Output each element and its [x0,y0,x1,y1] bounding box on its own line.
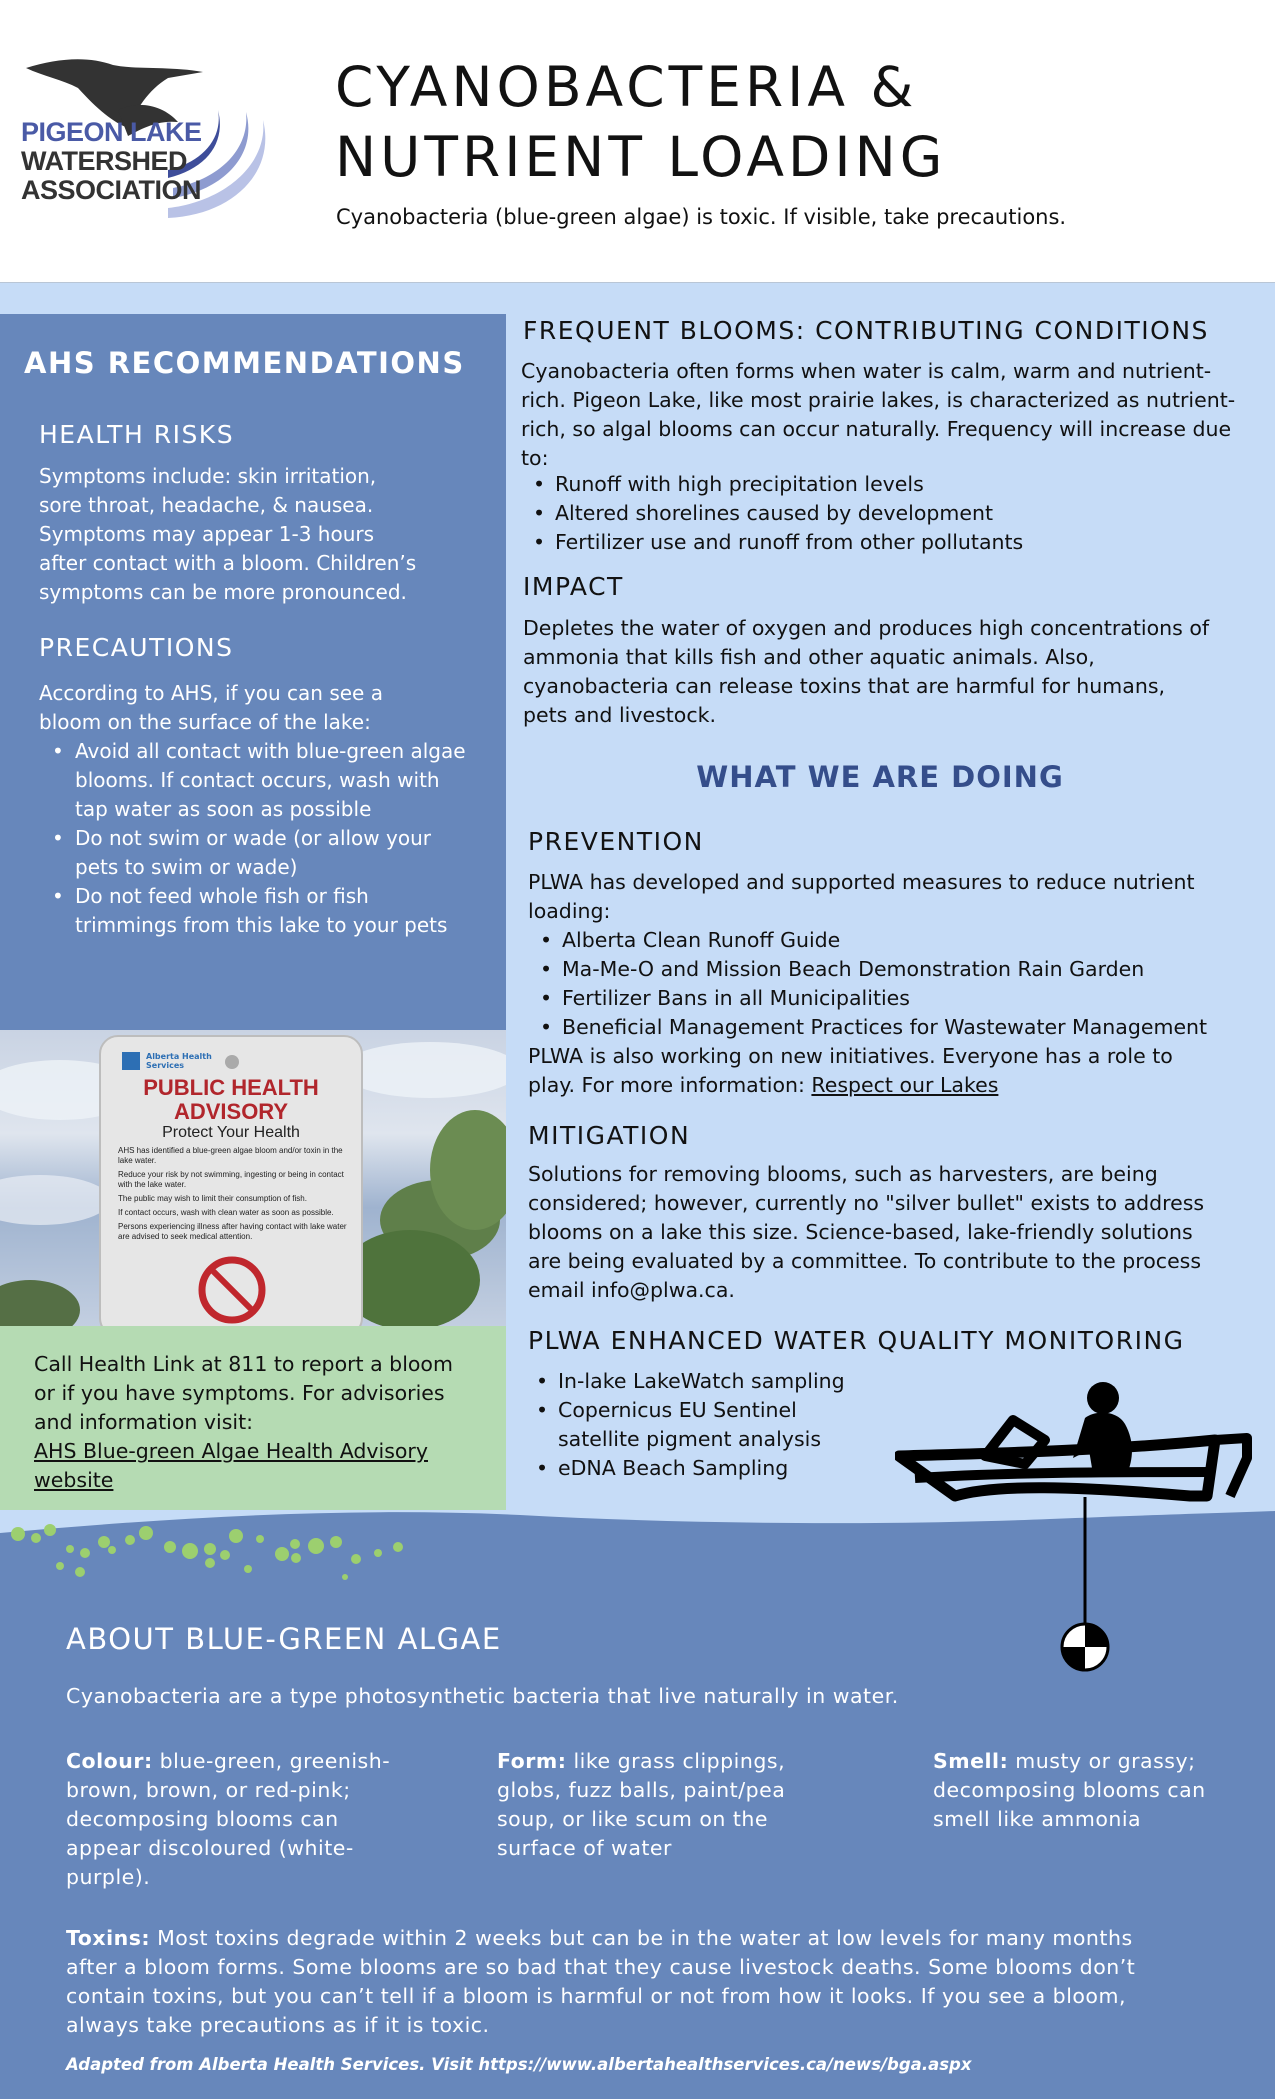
toxins-line: after a bloom forms. Some blooms are so bad that they cause livestock deaths. Some blooms don’t [66,1955,1136,1979]
source-footnote: Adapted from Alberta Health Services. Visit https://www.albertahealthservices.ca/news/bga.aspx [66,2055,972,2074]
health-risks-line: Symptoms include: skin irritation, [39,464,377,488]
health-risks-line: Symptoms may appear 1-3 hours [39,522,375,546]
prevention-intro-line: PLWA has developed and supported measures to reduce nutrient [528,870,1195,894]
precautions-heading: PRECAUTIONS [39,633,234,662]
colour-label: Colour: [66,1749,153,1773]
sign-title-line2: ADVISORY [173,1099,289,1124]
health-risks-heading: HEALTH RISKS [39,420,235,449]
precautions-intro-line: According to AHS, if you can see a [39,681,383,705]
ahs-recommendations-title: AHS RECOMMENDATIONS [24,346,465,380]
sign-title [100,1076,362,1124]
sign-body [118,1146,348,1242]
prevention-heading: PREVENTION [528,827,704,856]
mitigation-heading: MITIGATION [528,1121,691,1150]
list-item: • Copernicus EU Sentinel satellite pigment analysis [524,1396,884,1454]
toxins-line: always take precautions as if it is toxic. [66,2013,490,2037]
ahs-advisory-link-line2[interactable]: website [34,1468,114,1492]
form-line: like grass clippings, [566,1749,786,1773]
monitoring-heading: PLWA ENHANCED WATER QUALITY MONITORING [528,1326,1185,1355]
page-title [335,52,1235,192]
colour-line: blue-green, greenish- [152,1749,391,1773]
list-item: • Ma-Me-O and Mission Beach Demonstration Rain Garden [528,955,1258,984]
colour-line: purple). [66,1865,151,1889]
health-risks-line: after contact with a bloom. Children’s [39,551,417,575]
page-subtitle: Cyanobacteria (blue-green algae) is toxic. If visible, take precautions. [336,205,1067,229]
prevention-intro-line: loading: [528,899,611,923]
about-algae-heading: ABOUT BLUE-GREEN ALGAE [66,1622,502,1656]
ahs-advisory-link-line1[interactable]: AHS Blue-green Algae Health Advisory [34,1439,428,1463]
colour-line: appear discoloured (white- [66,1836,354,1860]
smell-line: smell like ammonia [933,1807,1142,1831]
list-item: • eDNA Beach Sampling [524,1454,884,1483]
page-title-line1: CYANOBACTERIA & [335,55,918,119]
toxins-description [66,1924,1246,2040]
boat-icon [895,1380,1265,1505]
logo-line1: PIGEON LAKE [21,117,202,147]
toxins-label: Toxins: [66,1926,151,1950]
plwa-logo [18,50,278,230]
sign-paragraph: The public may wish to limit their consumption of fish. [118,1194,307,1203]
prevention-intro [528,868,1258,926]
smell-label: Smell: [933,1749,1009,1773]
smell-description [933,1747,1253,1834]
prevention-outro-line: PLWA is also working on new initiatives. Everyone has a role to [528,1044,1173,1068]
impact-heading: IMPACT [523,572,624,601]
colour-line: brown, brown, or red-pink; [66,1778,351,1802]
sign-paragraph: Persons experiencing illness after having contact with lake water are advised to seek medical attention. [118,1222,347,1241]
form-line: soup, or like scum on the [497,1807,769,1831]
list-item: • Beneficial Management Practices for Wastewater Management [528,1013,1258,1042]
frequent-blooms-line: rich. Pigeon Lake, like most prairie lakes, is characterized as nutrient- [521,388,1236,412]
impact-text [523,614,1253,730]
list-item: • Do not feed whole fish or fish trimmings from this lake to your pets [39,882,469,940]
list-item: • Fertilizer use and runoff from other pollutants [521,528,1241,557]
toxins-line: Most toxins degrade within 2 weeks but can be in the water at low levels for many months [150,1926,1133,1950]
health-link-text [34,1350,484,1495]
mitigation-text [528,1160,1258,1305]
public-health-advisory-photo [0,1030,506,1326]
impact-line: pets and livestock. [523,703,716,727]
smell-line: decomposing blooms can [933,1778,1206,1802]
impact-line: Depletes the water of oxygen and produces high concentrations of [523,616,1210,640]
what-we-are-doing-title: WHAT WE ARE DOING [696,760,1064,794]
list-item: • Do not swim or wade (or allow your pets to swim or wade) [39,824,469,882]
list-item: • In-lake LakeWatch sampling [524,1367,884,1396]
precautions-list [39,737,469,940]
precautions-intro-line: bloom on the surface of the lake: [39,710,371,734]
list-item: • Alberta Clean Runoff Guide [528,926,1258,955]
colour-description [66,1747,406,1892]
sign-subtitle: Protect Your Health [162,1124,300,1141]
health-link-line: and information visit: [34,1410,254,1434]
impact-line: cyanobacteria can release toxins that are harmful for humans, [523,674,1166,698]
ahs-advisory-link[interactable] [34,1437,484,1495]
prevention-outro [528,1042,1258,1100]
list-item: • Runoff with high precipitation levels [521,470,1241,499]
contributing-conditions-list [521,470,1241,557]
form-line: surface of water [497,1836,672,1860]
frequent-blooms-line: rich, so algal blooms can occur naturally. Frequency will increase due [521,417,1232,441]
list-item: • Altered shorelines caused by development [521,499,1241,528]
health-risks-text [39,462,469,607]
frequent-blooms-heading: FREQUENT BLOOMS: CONTRIBUTING CONDITIONS [523,316,1209,345]
sign-paragraph: AHS has identified a blue-green algae bloom and/or toxin in the lake water. [118,1146,343,1165]
list-item: • Fertilizer Bans in all Municipalities [528,984,1258,1013]
mitigation-line: blooms on a lake this size. Science-based, lake-friendly solutions [528,1220,1193,1244]
logo-line3: ASSOCIATION [21,175,202,205]
form-label: Form: [497,1749,567,1773]
list-item: • Avoid all contact with blue-green algae blooms. If contact occurs, wash with tap water as soon as possible [39,737,469,824]
health-risks-line: sore throat, headache, & nausea. [39,493,374,517]
monitoring-list [524,1367,884,1483]
mitigation-line: Solutions for removing blooms, such as harvesters, are being [528,1162,1158,1186]
form-description [497,1747,837,1863]
smell-line: musty or grassy; [1008,1749,1196,1773]
health-link-line: or if you have symptoms. For advisories [34,1381,445,1405]
mitigation-line: considered; however, currently no "silver bullet" exists to address [528,1191,1205,1215]
precautions-intro [39,679,469,737]
frequent-blooms-line: to: [521,446,549,470]
health-risks-line: symptoms can be more pronounced. [39,580,407,604]
mitigation-line: email info@plwa.ca. [528,1278,735,1302]
frequent-blooms-text [521,357,1251,473]
frequent-blooms-line: Cyanobacteria often forms when water is calm, warm and nutrient- [521,359,1212,383]
secchi-disk-icon [1062,1624,1108,1670]
sign-org: Alberta Health Services [146,1052,212,1070]
colour-line: decomposing blooms can [66,1807,339,1831]
impact-line: ammonia that kills fish and other aquatic animals. Also, [523,645,1095,669]
sign-paragraph: Reduce your risk by not swimming, ingesting or being in contact with the lake water. [118,1170,344,1189]
respect-our-lakes-link[interactable]: Respect our Lakes [811,1073,999,1097]
sign-paragraph: If contact occurs, wash with clean water as soon as possible. [118,1208,334,1217]
prevention-list [528,926,1258,1042]
page-title-line2: NUTRIENT LOADING [335,125,947,189]
prevention-outro-text: play. For more information: [528,1073,812,1097]
sign-title-line1: PUBLIC HEALTH [143,1075,319,1100]
prevention-outro-line [528,1071,1258,1100]
about-algae-intro: Cyanobacteria are a type photosynthetic bacteria that live naturally in water. [66,1684,899,1708]
mitigation-line: are being evaluated by a committee. To contribute to the process [528,1249,1202,1273]
logo-line2: WATERSHED [21,146,188,176]
toxins-line: contain toxins, but you can’t tell if a bloom is harmful or not from how it looks. If you see a bloom, [66,1984,1126,2008]
form-line: globs, fuzz balls, paint/pea [497,1778,786,1802]
health-link-line: Call Health Link at 811 to report a bloom [34,1352,453,1376]
